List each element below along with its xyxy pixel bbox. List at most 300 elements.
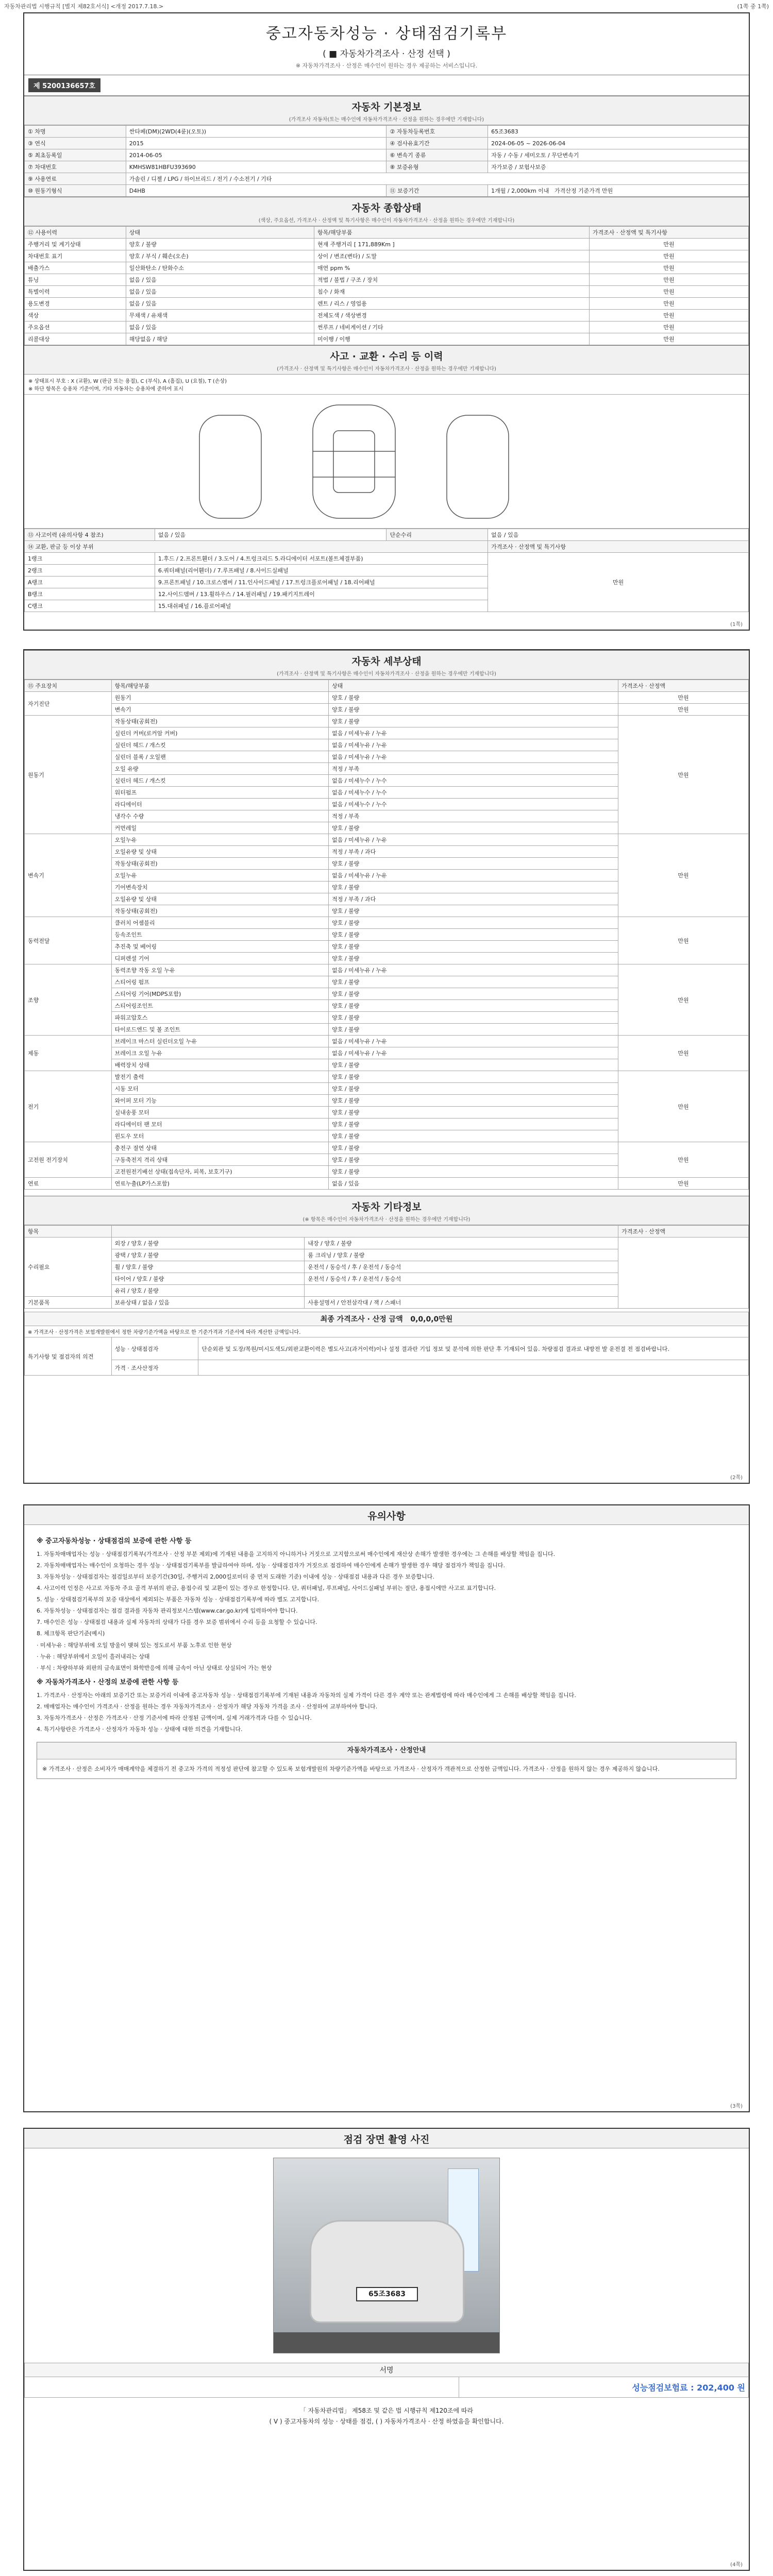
rank-items: 6.쿼터패널(리어휀더) / 7.루프패널 / 8.사이드실패널 [155, 565, 488, 577]
table-row [25, 541, 749, 553]
state: 없음 / 미세누수 / 누수 [329, 787, 618, 799]
label: ⑪ 보증기간 [386, 185, 488, 197]
price: 만원 [488, 553, 749, 612]
part: 스티어링조인트 [111, 1000, 329, 1012]
state: 양호 / 불량 [329, 716, 618, 727]
sign-table [24, 2363, 749, 2398]
detail-table [24, 680, 749, 1190]
table-row [25, 185, 749, 197]
column-header [111, 1226, 618, 1238]
license-plate: 65조3683 [356, 2287, 418, 2301]
price: 만원 [589, 286, 748, 298]
part: 실내송풍 모터 [111, 1107, 329, 1118]
part: 오일 유량 [111, 763, 329, 775]
label: ④ 검사유효기간 [386, 138, 488, 149]
part: 오일유량 및 상태 [111, 846, 329, 858]
part: 변속기 [111, 704, 329, 716]
inspection-photo [273, 2158, 500, 2353]
table-row [25, 692, 749, 704]
state: 없음 / 있음 [126, 274, 314, 286]
label: ⑧ 보증유형 [386, 161, 488, 173]
notes-intro: ※ 중고자동차성능 · 상태점검의 보증에 관한 사항 등 [37, 1537, 192, 1545]
state: 양호 / 불량 [329, 1024, 618, 1036]
label: ⑤ 최초등록일 [25, 149, 126, 161]
group-name: 자기진단 [25, 692, 112, 716]
part: 디퍼렌셜 기어 [111, 953, 329, 964]
price: 만원 [618, 917, 749, 964]
overview-title: 자동차 종합상태 [351, 202, 422, 214]
page-mark: (4쪽) [730, 2562, 743, 2568]
price: 만원 [618, 964, 749, 1036]
price: 만원 [589, 298, 748, 310]
document-subtitle: ( ■ 자동차가격조사 · 산정 선택 ) [323, 49, 450, 59]
accident-header [24, 345, 749, 375]
part: 커먼레일 [111, 822, 329, 834]
state: 양호 / 불량 [329, 1107, 618, 1118]
page-header [0, 0, 773, 11]
list-item: 6. 자동차성능 · 상태점검자는 점검 결과를 자동차 관리정보시스템(www.car.go.kr)에 입력하여야 합니다. [37, 1607, 298, 1615]
table-row [25, 704, 749, 716]
rank-label: 2랭크 [25, 565, 155, 577]
final-note: ※ 가격조사 · 산정가격은 보험개발원에서 정한 차량기준가액을 바탕으로 한 기준가격과 기준서에 따라 계산한 금액입니다. [25, 1326, 749, 1337]
item: 튜닝 [25, 274, 126, 286]
label: ⑩ 원동기형식 [25, 185, 126, 197]
detail: 전체도색 / 색상변경 [314, 310, 589, 321]
form-reference: 자동차관리법 시행규칙 [별지 제82호서식] <개정 2017.7.18.> [4, 3, 164, 10]
group-name: 고전원 전기장치 [25, 1142, 112, 1178]
column-header: 상태 [329, 680, 618, 692]
declaration-line-1: 「 자동차관리법」 제58조 및 같은 법 시행규칙 제120조에 따라 [299, 2407, 474, 2414]
state: 양호 / 불량 [329, 1012, 618, 1024]
list-item: 5. 성능 · 상태점검기록부의 보증 대상에서 제외되는 부품은 자동차 성능 · 상태점검기록부에 따라 별도 고지합니다. [37, 1596, 320, 1603]
detail: 매연 ppm % [314, 262, 589, 274]
table-row [25, 964, 749, 976]
state: 해당없음 / 해당 [126, 333, 314, 345]
price-unit: 만원 [601, 188, 613, 194]
title-box [24, 13, 749, 75]
accident-table [24, 529, 749, 612]
table-row [25, 239, 749, 250]
state: 적정 / 부족 / 과다 [329, 893, 618, 905]
group-name: 조향 [25, 964, 112, 1036]
column-header: 가격조사 · 산정액 [618, 1226, 749, 1238]
price-guide-box [37, 1742, 736, 1779]
state: 양호 / 불량 [329, 1095, 618, 1107]
special-text: 단순외관 및 도장/복원/미시도색도/외판교환이력은 별도사고(과거이력)이나 설정 결과란 기입 정보 및 분석에 의한 판단 후 기재되어 있음. 차량점검 결과로 내방전 발 운전결 전 점검바랍니다. [198, 1337, 749, 1360]
part: 워터펌프 [111, 787, 329, 799]
notes-list-2 [37, 1691, 736, 1734]
part: 등속조인트 [111, 929, 329, 941]
price: 만원 [589, 310, 748, 321]
price: 만원 [618, 1036, 749, 1071]
price-guide-title: 자동차가격조사 · 산정안내 [37, 1742, 736, 1759]
rank-label: 1랭크 [25, 553, 155, 565]
detail: 미이행 / 이행 [314, 333, 589, 345]
price: 만원 [589, 239, 748, 250]
group-name: 동력전달 [25, 917, 112, 964]
state: 없음 / 미세누유 / 누유 [329, 834, 618, 846]
value: 싼타페(DM)(2WD(4륜)(오토)) [126, 126, 386, 138]
group-name: 기본품목 [25, 1297, 112, 1309]
overview-subtitle: (색상, 주요옵션, 가격조사 · 산정액 및 특기사항은 매수인이 자동차가격조사 · 산정을 원하는 경우에만 기재합니다) [258, 218, 515, 224]
list-item: · 부식 : 차량하부와 외판의 금속표면이 화학반응에 의해 금속이 아닌 상태로 상실되어 가는 현상 [37, 1664, 272, 1671]
state: 양호 / 불량 [329, 1071, 618, 1083]
list-item: 2. 자동차매매업자는 매수인이 요청하는 경우 성능 · 상태점검기록부를 발급하여야 하며, 성능 · 상태점검자가 거짓으로 점검하여 매수인에게 손해가 발생한 경우 해당 점검자가 책임을 집니다. [37, 1562, 505, 1569]
part: 냉각수 수량 [111, 810, 329, 822]
sheet-1 [23, 12, 750, 631]
rank-label: C랭크 [25, 600, 155, 612]
value: D4HB [126, 185, 386, 197]
column-header: 항목/해당부품 [111, 680, 329, 692]
table-row [25, 250, 749, 262]
label: ② 자동차등록번호 [386, 126, 488, 138]
list-item: 3. 자동차성능 · 상태점검자는 점검일로부터 보증기간(30일, 주행거리 2,000킬로미터 중 먼저 도래한 기준) 이내에 성능 · 상태점검 내용과 다른 경우 보증합니다. [37, 1573, 434, 1581]
value: 자가보증 / 보험사보증 [488, 161, 749, 173]
table-row [25, 262, 749, 274]
item: 색상 [25, 310, 126, 321]
state: 양호 / 불량 [329, 929, 618, 941]
price: 만원 [618, 1178, 749, 1190]
item: 차대번호 표기 [25, 250, 126, 262]
table-row [25, 2363, 749, 2377]
final-price-cell [25, 1312, 749, 1326]
group-name: 수리필요 [25, 1238, 112, 1297]
notes-intro-2: ※ 자동차가격조사 · 산정의 보증에 관한 사항 등 [37, 1678, 179, 1686]
list-item: 1. 가격조사 · 산정자는 아래의 보증기간 또는 보증거리 이내에 중고자동차 성능 · 상태점검기록부에 기재된 내용과 자동차의 실제 가격이 다른 경우 계약 또는 관계법령에 따라 매수인에게 그 손해를 배상할 책임을 집니다. [37, 1691, 576, 1699]
table-row [25, 126, 749, 138]
state: 없음 / 있음 [329, 1178, 618, 1190]
price: 만원 [618, 1142, 749, 1178]
rank-label: B랭크 [25, 588, 155, 600]
item-a: 보유상태 / 없음 / 있음 [111, 1297, 305, 1309]
insurance-fee: 성능점검보험료 : 202,400 원 [459, 2377, 749, 2398]
sheet-2 [23, 649, 750, 1484]
state: 양호 / 불량 [329, 822, 618, 834]
state: 양호 / 불량 [329, 905, 618, 917]
part: 기어변속장치 [111, 882, 329, 893]
final-price-value: 0,0,0,0만원 [410, 1315, 453, 1324]
final-price-label: 최종 가격조사 · 산정 금액 [320, 1315, 403, 1324]
state: 없음 / 미세누유 / 누유 [329, 739, 618, 751]
part: 스티어링 기어(MDPS포함) [111, 988, 329, 1000]
item-a: 타이어 / 양호 / 불량 [111, 1273, 305, 1285]
price: 만원 [589, 321, 748, 333]
item-b: 운전석 / 동승석 / 후 / 운전석 / 동승석 [305, 1261, 618, 1273]
state: 적정 / 부족 [329, 810, 618, 822]
list-item: 1. 자동차매매업자는 성능 · 상태점검기록부(가격조사 · 산정 부분 제외)에 기재된 내용을 고지하지 아니하거나 거짓으로 고지함으로써 매수인에게 재산상 손해가 발생한 경우에는 그 손해를 배상할 책임을 집니다. [37, 1551, 556, 1558]
part: 발전기 출력 [111, 1071, 329, 1083]
final-table [24, 1312, 749, 1376]
column-header: 항목 [25, 1226, 112, 1238]
part: 라디에이터 팬 모터 [111, 1118, 329, 1130]
rank-items: 12.사이드멤버 / 13.휠하우스 / 14.필러패널 / 19.패키지트레이 [155, 588, 488, 600]
part: 와이퍼 모터 기능 [111, 1095, 329, 1107]
state: 양호 / 불량 [329, 988, 618, 1000]
detail-header [24, 650, 749, 680]
part: 배력장치 상태 [111, 1059, 329, 1071]
part: 원동기 [111, 692, 329, 704]
table-row [25, 310, 749, 321]
part: 실린더 헤드 / 개스킷 [111, 739, 329, 751]
detail: 렌트 / 리스 / 영업용 [314, 298, 589, 310]
table-row [25, 1337, 749, 1360]
value: KMHSW81HBFU393690 [126, 161, 386, 173]
table-row [25, 286, 749, 298]
price: 만원 [618, 704, 749, 716]
exterior-price-header: 가격조사 · 산정액 및 특기사항 [488, 541, 749, 553]
state: 없음 / 미세누유 / 누유 [329, 1036, 618, 1047]
car-diagram [24, 395, 749, 529]
list-item: 2. 매매업자는 매수인이 가격조사 · 산정을 원하는 경우 자동차가격조사 · 산정자가 해당 자동차 가격을 조사 · 산정하여 교부하여야 합니다. [37, 1703, 378, 1710]
price-sub: 가격 · 조사산정자 [111, 1360, 198, 1376]
state: 양호 / 불량 [329, 1059, 618, 1071]
notes-header [24, 1505, 749, 1525]
document-number: 제 5200136657호 [28, 78, 100, 92]
table-header-row [25, 1226, 749, 1238]
item: 특별이력 [25, 286, 126, 298]
page-count: (1쪽 중 1쪽) [737, 3, 769, 10]
list-item: 4. 특기사항란은 가격조사 · 산정자가 자동차 성능 · 상태에 대한 의견을 기재합니다. [37, 1725, 243, 1733]
part: 라디에이터 [111, 799, 329, 810]
part: 타이로드엔드 및 볼 조인트 [111, 1024, 329, 1036]
state: 없음 / 미세누유 / 누유 [329, 751, 618, 763]
list-item: 8. 체크항목 판단기준(예시) [37, 1630, 105, 1637]
label: ⑥ 변속기 종류 [386, 149, 488, 161]
state: 없음 / 있음 [126, 286, 314, 298]
label: ③ 연식 [25, 138, 126, 149]
item-a: 외장 / 양호 / 불량 [111, 1238, 305, 1249]
accident-legend-2: ※ 하단 항목은 승용차 기준이며, 기타 자동차는 승용차에 준하여 표시 [28, 386, 183, 392]
price: 만원 [589, 250, 748, 262]
table-row [25, 553, 749, 565]
state: 양호 / 불량 [126, 239, 314, 250]
item-a: 광택 / 양호 / 불량 [111, 1249, 305, 1261]
label: ⑦ 차대번호 [25, 161, 126, 173]
rank1-items-b: 5.라디에이터 서포트(볼트체결부품) [275, 555, 363, 562]
state: 양호 / 불량 [329, 882, 618, 893]
warranty-period: 1개월 / 2,000km 이내 [491, 188, 549, 194]
table-row [25, 529, 749, 541]
price-guide-text: ※ 가격조사 · 산정은 소비자가 매매계약을 체결하기 전 중고차 가격의 적정성 판단에 참고할 수 있도록 보험개발원의 차량기준가액을 바탕으로 가격조사 · 산정자가 객관적으로 산정한 금액입니다. 가격조사 · 산정을 원하지 않는 경우 제공하지 않습니다. [42, 1766, 660, 1773]
price: 만원 [589, 262, 748, 274]
item: 주행거리 및 계기상태 [25, 239, 126, 250]
sheet-4 [23, 2128, 750, 2571]
other-header [24, 1196, 749, 1225]
column-header: 가격조사 · 산정액 및 특기사항 [589, 227, 748, 239]
state: 양호 / 불량 [329, 1000, 618, 1012]
table-row [25, 274, 749, 286]
part: 구동축전지 격리 상태 [111, 1154, 329, 1166]
part: 스티어링 펌프 [111, 976, 329, 988]
state: 없음 / 있음 [126, 321, 314, 333]
price: 만원 [589, 274, 748, 286]
accident-history-value: 없음 / 있음 [155, 529, 386, 541]
special-sub: 성능 · 상태점검자 [111, 1337, 198, 1360]
state: 없음 / 미세누유 / 누유 [329, 870, 618, 882]
state: 없음 / 미세누유 / 누유 [329, 1047, 618, 1059]
list-item: · 누유 : 해당부위에서 오일이 흘러내리는 상태 [37, 1653, 150, 1660]
table-row [25, 1312, 749, 1326]
group-name: 원동기 [25, 716, 112, 834]
part: 실린더 블록 / 오일팬 [111, 751, 329, 763]
rank-label: A랭크 [25, 577, 155, 588]
state: 양호 / 불량 [329, 1154, 618, 1166]
part: 실린더 커버(로커암 커버) [111, 727, 329, 739]
document-note: ※ 자동차가격조사 · 산정은 매수인이 원하는 경우 제공하는 서비스입니다. [295, 62, 478, 69]
item-a: 유리 / 양호 / 불량 [111, 1285, 305, 1297]
part: 연료누출(LP가스포함) [111, 1178, 329, 1190]
item: 주요옵션 [25, 321, 126, 333]
part: 작동상태(공회전) [111, 905, 329, 917]
table-row [25, 298, 749, 310]
table-row [25, 161, 749, 173]
group-name: 연료 [25, 1178, 112, 1190]
value: 2024-06-05 ~ 2026-06-04 [488, 138, 749, 149]
overview-table [24, 226, 749, 345]
rank-items: 9.프론트패널 / 10.크로스멤버 / 11.인사이드패널 / 17.트렁크플로어패널 / 18.리어패널 [155, 577, 488, 588]
part: 브레이크 오일 누유 [111, 1047, 329, 1059]
detail-subtitle: (가격조사 · 산정액 및 특기사항은 매수인이 자동차가격조사 · 산정을 원하는 경우에만 기재합니다) [277, 671, 496, 677]
part: 작동상태(공회전) [111, 858, 329, 870]
table-header-row [25, 680, 749, 692]
page-mark: (1쪽) [730, 622, 743, 628]
table-row [25, 138, 749, 149]
car-image-icon [310, 2220, 464, 2323]
value: 가솔린 / 디젤 / LPG / 하이브리드 / 전기 / 수소전기 / 기타 [126, 173, 748, 185]
item-b [305, 1285, 618, 1297]
table-header-row [25, 227, 749, 239]
state: 양호 / 불량 [329, 953, 618, 964]
photo-header [24, 2129, 749, 2148]
item: 배출가스 [25, 262, 126, 274]
state: 양호 / 불량 [329, 917, 618, 929]
table-row [25, 333, 749, 345]
table-row [25, 321, 749, 333]
value: 65조3683 [488, 126, 749, 138]
detail-title: 자동차 세부상태 [351, 656, 422, 667]
table-row [25, 1071, 749, 1083]
value: 자동 / 수동 / 세미오토 / 무단변속기 [488, 149, 749, 161]
table-row [25, 149, 749, 161]
basic-info-subtitle: (가격조사 자동차(토는 매수인에 자동차가격조사 · 산정을 원하는 경우에만 기재합니다) [289, 117, 484, 123]
basic-info-title: 자동차 기본정보 [351, 101, 422, 113]
state: 무채색 / 유채색 [126, 310, 314, 321]
table-row [25, 1238, 749, 1249]
state: 적정 / 부족 / 과다 [329, 846, 618, 858]
rank-items: 15.대쉬패널 / 16.플로어패널 [155, 600, 488, 612]
notes-list [37, 1550, 736, 1672]
price: 만원 [618, 1071, 749, 1142]
table-row [25, 1036, 749, 1047]
overview-header [24, 197, 749, 226]
list-item: 7. 매수인은 성능 · 상태점검 내용과 실제 자동차의 상태가 다를 경우 보증 범위에서 수리 등을 요청할 수 있습니다. [37, 1619, 317, 1626]
column-header: 항목/해당부품 [314, 227, 589, 239]
state: 양호 / 불량 [329, 1142, 618, 1154]
state: 양호 / 불량 [329, 858, 618, 870]
part: 윈도우 모터 [111, 1130, 329, 1142]
state: 양호 / 불량 [329, 1166, 618, 1178]
column-header: ⑫ 사용이력 [25, 227, 126, 239]
state: 없음 / 미세누유 / 누유 [329, 727, 618, 739]
part: 브레이크 마스터 실린더오일 누유 [111, 1036, 329, 1047]
state: 없음 / 미세누수 / 누수 [329, 775, 618, 787]
rank1-items: 1.후드 / 2.프론트휀더 / 3.도어 / 4.트렁크리드 [158, 555, 273, 562]
table-row [25, 834, 749, 846]
price: 만원 [618, 692, 749, 704]
simple-repair-value: 없음 / 있음 [488, 529, 749, 541]
item: 용도변경 [25, 298, 126, 310]
notes-body [24, 1525, 749, 1785]
other-title: 자동차 기타정보 [351, 1201, 422, 1213]
basic-info-table [24, 125, 749, 197]
state: 양호 / 불량 [329, 704, 618, 716]
detail: 적법 / 불법 / 구조 / 장치 [314, 274, 589, 286]
label: ① 차명 [25, 126, 126, 138]
accident-history-label: ⑬ 사고이력 (유의사항 4 참조) [25, 529, 155, 541]
rank-items [155, 553, 488, 565]
state: 양호 / 불량 [329, 1118, 618, 1130]
state: 양호 / 불량 [329, 941, 618, 953]
declaration [24, 2398, 749, 2434]
column-header: ⑮ 주요장치 [25, 680, 112, 692]
accident-subtitle: (가격조사 · 산정액 및 특기사항은 매수인이 자동차가격조사 · 산정을 원하는 경우에만 기재합니다) [277, 366, 496, 372]
basic-info-header [24, 96, 749, 125]
part: 오일누유 [111, 834, 329, 846]
item-b: 운전석 / 동승석 / 후 / 운전석 / 동승석 [305, 1273, 618, 1285]
value: 2015 [126, 138, 386, 149]
part: 파워고압호스 [111, 1012, 329, 1024]
list-item: 4. 사고이력 인정은 사고로 자동차 주요 골격 부위의 판금, 용접수리 및 교환이 있는 경우로 한정합니다. 단, 쿼터패널, 루프패널, 사이드실패널 부위는 절단, 용접시에만 사고로 표기합니다. [37, 1585, 496, 1592]
list-item: 3. 자동차가격조사 · 산정은 가격조사 · 산정 기준서에 따라 산정된 금액이며, 실제 거래가격과 다를 수 있습니다. [37, 1714, 312, 1721]
price: 만원 [618, 716, 749, 834]
document-title: 중고자동차성능 · 상태점검기록부 [265, 25, 508, 43]
special-label: 특기사항 및 점검자의 의견 [25, 1337, 112, 1376]
photo-area [24, 2148, 749, 2363]
state: 양호 / 불량 [329, 1130, 618, 1142]
group-name: 변속기 [25, 834, 112, 917]
simple-repair-label: 단순수리 [386, 529, 488, 541]
price: 만원 [589, 333, 748, 345]
table-row [25, 917, 749, 929]
part: 고전원전기배선 상태(접속단자, 피복, 보호기구) [111, 1166, 329, 1178]
declaration-line-2: ( V ) 중고자동차의 성능 · 상태를 점검, ( ) 자동차가격조사 · 산정 하였음을 확인합니다. [269, 2418, 504, 2425]
table-row [25, 716, 749, 727]
item-b: 사용설명서 / 안전삼각대 / 잭 / 스패너 [305, 1297, 618, 1309]
item-b: 내장 / 양호 / 불량 [305, 1238, 618, 1249]
photo-title: 점검 장면 촬영 사진 [343, 2134, 430, 2145]
state: 없음 / 미세누유 / 누유 [329, 964, 618, 976]
state: 양호 / 불량 [329, 976, 618, 988]
price-basis-label: 가격산정 기준가격 [554, 188, 600, 194]
other-table [24, 1225, 749, 1309]
table-row [25, 1142, 749, 1154]
state: 적정 / 부족 [329, 763, 618, 775]
column-header: 상태 [126, 227, 314, 239]
sheet-3 [23, 1504, 750, 2112]
label: ⑨ 사용연료 [25, 173, 126, 185]
table-row [25, 2377, 749, 2398]
value [488, 185, 749, 197]
lift-icon [274, 2332, 499, 2353]
other-subtitle: (※ 항목은 매수인이 자동차가격조사 · 산정을 원하는 경우에만 기재합니다) [303, 1217, 470, 1223]
table-row [25, 1178, 749, 1190]
item-b: 룸 크리닝 / 양호 / 불량 [305, 1249, 618, 1261]
notes-title: 유의사항 [367, 1511, 406, 1522]
table-row [25, 173, 749, 185]
part: 실린더 헤드 / 개스킷 [111, 775, 329, 787]
page-mark: (2쪽) [730, 1475, 743, 1481]
accident-title: 사고 · 교환 · 수리 등 이력 [330, 351, 443, 362]
